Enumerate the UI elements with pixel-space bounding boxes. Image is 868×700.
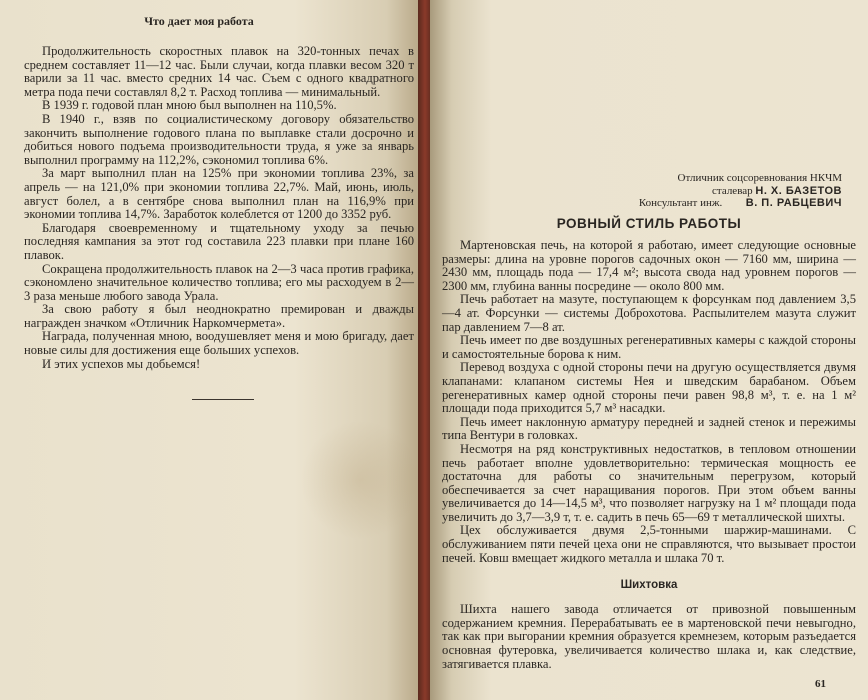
paragraph: Благодаря своевременному и тщательному уходу за печью последняя кампания за этот год составила 223 плавки при плане 160 плавок. [24, 220, 414, 262]
paper-stain [300, 420, 420, 540]
paragraph: Печь имеет по две воздушных регенеративных камеры с каждой стороны и самостоятельные борова к ним. [442, 333, 856, 361]
signature-line: Отличник соцсоревнования НКЧМ [677, 172, 842, 184]
page-number: 61 [815, 678, 826, 690]
paragraph: Шихта нашего завода отличается от привозной повышенным содержанием кремния. Перерабатывать ее в мартеновской печи невыгодно, так как при выгорании кремния образуется кремнезем, которым разъедается основная футеровка, увеличивается количество шлака и, как следствие, затягивается плавка. [442, 602, 856, 671]
paragraph: Цех обслуживается двумя 2,5-тонными шаржир-машинами. С обслуживанием пяти печей цеха они не справляются, что вызывает простои печей. Ковш вмещает жидкого металла и шлака 70 т. [442, 523, 856, 565]
signature-line [639, 185, 842, 198]
author-signature [639, 172, 842, 210]
section-title: Шихтовка [620, 579, 678, 592]
paragraph: В 1939 г. годовой план мною был выполнен на 110,5%. [42, 98, 337, 113]
consultant-name: В. П. РАБЦЕВИЧ [745, 197, 842, 209]
paragraph: Печь имеет наклонную арматуру передней и задней стенок и пережимы типа Вентури в головках. [442, 414, 856, 443]
left-page-title: Что дает моя работа [144, 14, 254, 28]
paragraph: Награда, полученная мною, воодушевляет меня и мою бригаду, дает новые силы для достижения еще больших успехов. [24, 329, 414, 358]
paragraph: За март выполнил план на 125% при экономии топлива 23%, за апрель — на 121,0% при экономии топлива 22,7%. Май, июнь, июль, август болел, а в сентябре снова выполнил план на 116,9% при экономии топлива 14,7%. Заработок колеблется от 1200 до 3352 руб. [24, 166, 414, 222]
paragraph: Мартеновская печь, на которой я работаю, имеет следующие основные размеры: длина на уровне порогов садочных окон — 7160 мм, ширина — 2430 мм, площадь пода — 17,4 м²; высота свода над уровнем порогов — 2300 мм, глубина ванны посредине — около 800 мм. [442, 238, 856, 293]
paragraph: Сокращена продолжительность плавок на 2—3 часа против графика, сэкономлено значительное количество топлива; его мы расходуем в 2—3 раза меньше любого завода Урала. [24, 261, 414, 303]
paragraph: Перевод воздуха с одной стороны печи на другую осуществляется двумя клапанами: клапаном системы Нея и шведским барабаном. Объем регенеративных камер одной стороны печи равен 98,8 м³, т. е. на 1 м² площади пода приходится 5,7 м³ насадки. [442, 360, 856, 416]
signature-role: Консультант инж. [638, 197, 723, 209]
author-name: Н. Х. БАЗЕТОВ [755, 184, 842, 197]
article-title: РОВНЫЙ СТИЛЬ РАБОТЫ [556, 216, 742, 231]
right-page-body [442, 216, 856, 671]
left-page-body [24, 45, 414, 371]
paragraph: В 1940 г., взяв по социалистическому договору обязательство закончить выполнение годового плана по выплавке стали досрочно и добиться нового подъема производительности труда, я уже за январь выполнил программу на 112,2%, сэкономил топлива 6%. [24, 111, 414, 167]
signature-role: сталевар [712, 184, 753, 197]
paragraph: Продолжительность скоростных плавок на 320-тонных печах в среднем составляет 11—12 час. Были случаи, когда плавки весом 320 т варили за 11 час. вместо средних 14 час. Съем с одного квадратного метра пода печи составлял 8,2 т. Расход топлива — минимальный. [24, 44, 414, 99]
paragraph: И этих успехов мы добьемся! [42, 356, 201, 371]
left-page [0, 0, 420, 700]
paragraph: Печь работает на мазуте, поступающем к форсункам под давлением 3,5—4 ат. Форсунки — системы Доброхотова. Распылителем мазута служит пар давлением 7—8 ат. [442, 292, 856, 334]
signature-line [639, 197, 842, 210]
section-divider [192, 399, 254, 400]
right-page [430, 0, 868, 700]
paragraph: За свою работу я был неоднократно премирован и дважды награжден значком «Отличник Наркомчермета». [24, 302, 414, 330]
paragraph: Несмотря на ряд конструктивных недостатков, в тепловом отношении печь работает вполне удовлетворительно: термическая мощность ее достаточна для работы со значительным перегрузом, который обеспечивается за счет наращивания порогов. При этом объем ванны увеличивается до 14—14,5 м³, что позволяет нагрузку на 1 м² площади пода увеличить до 3,7—3,9 т, т. е. садить в печь 65—69 т металлической шихты. [442, 441, 856, 524]
